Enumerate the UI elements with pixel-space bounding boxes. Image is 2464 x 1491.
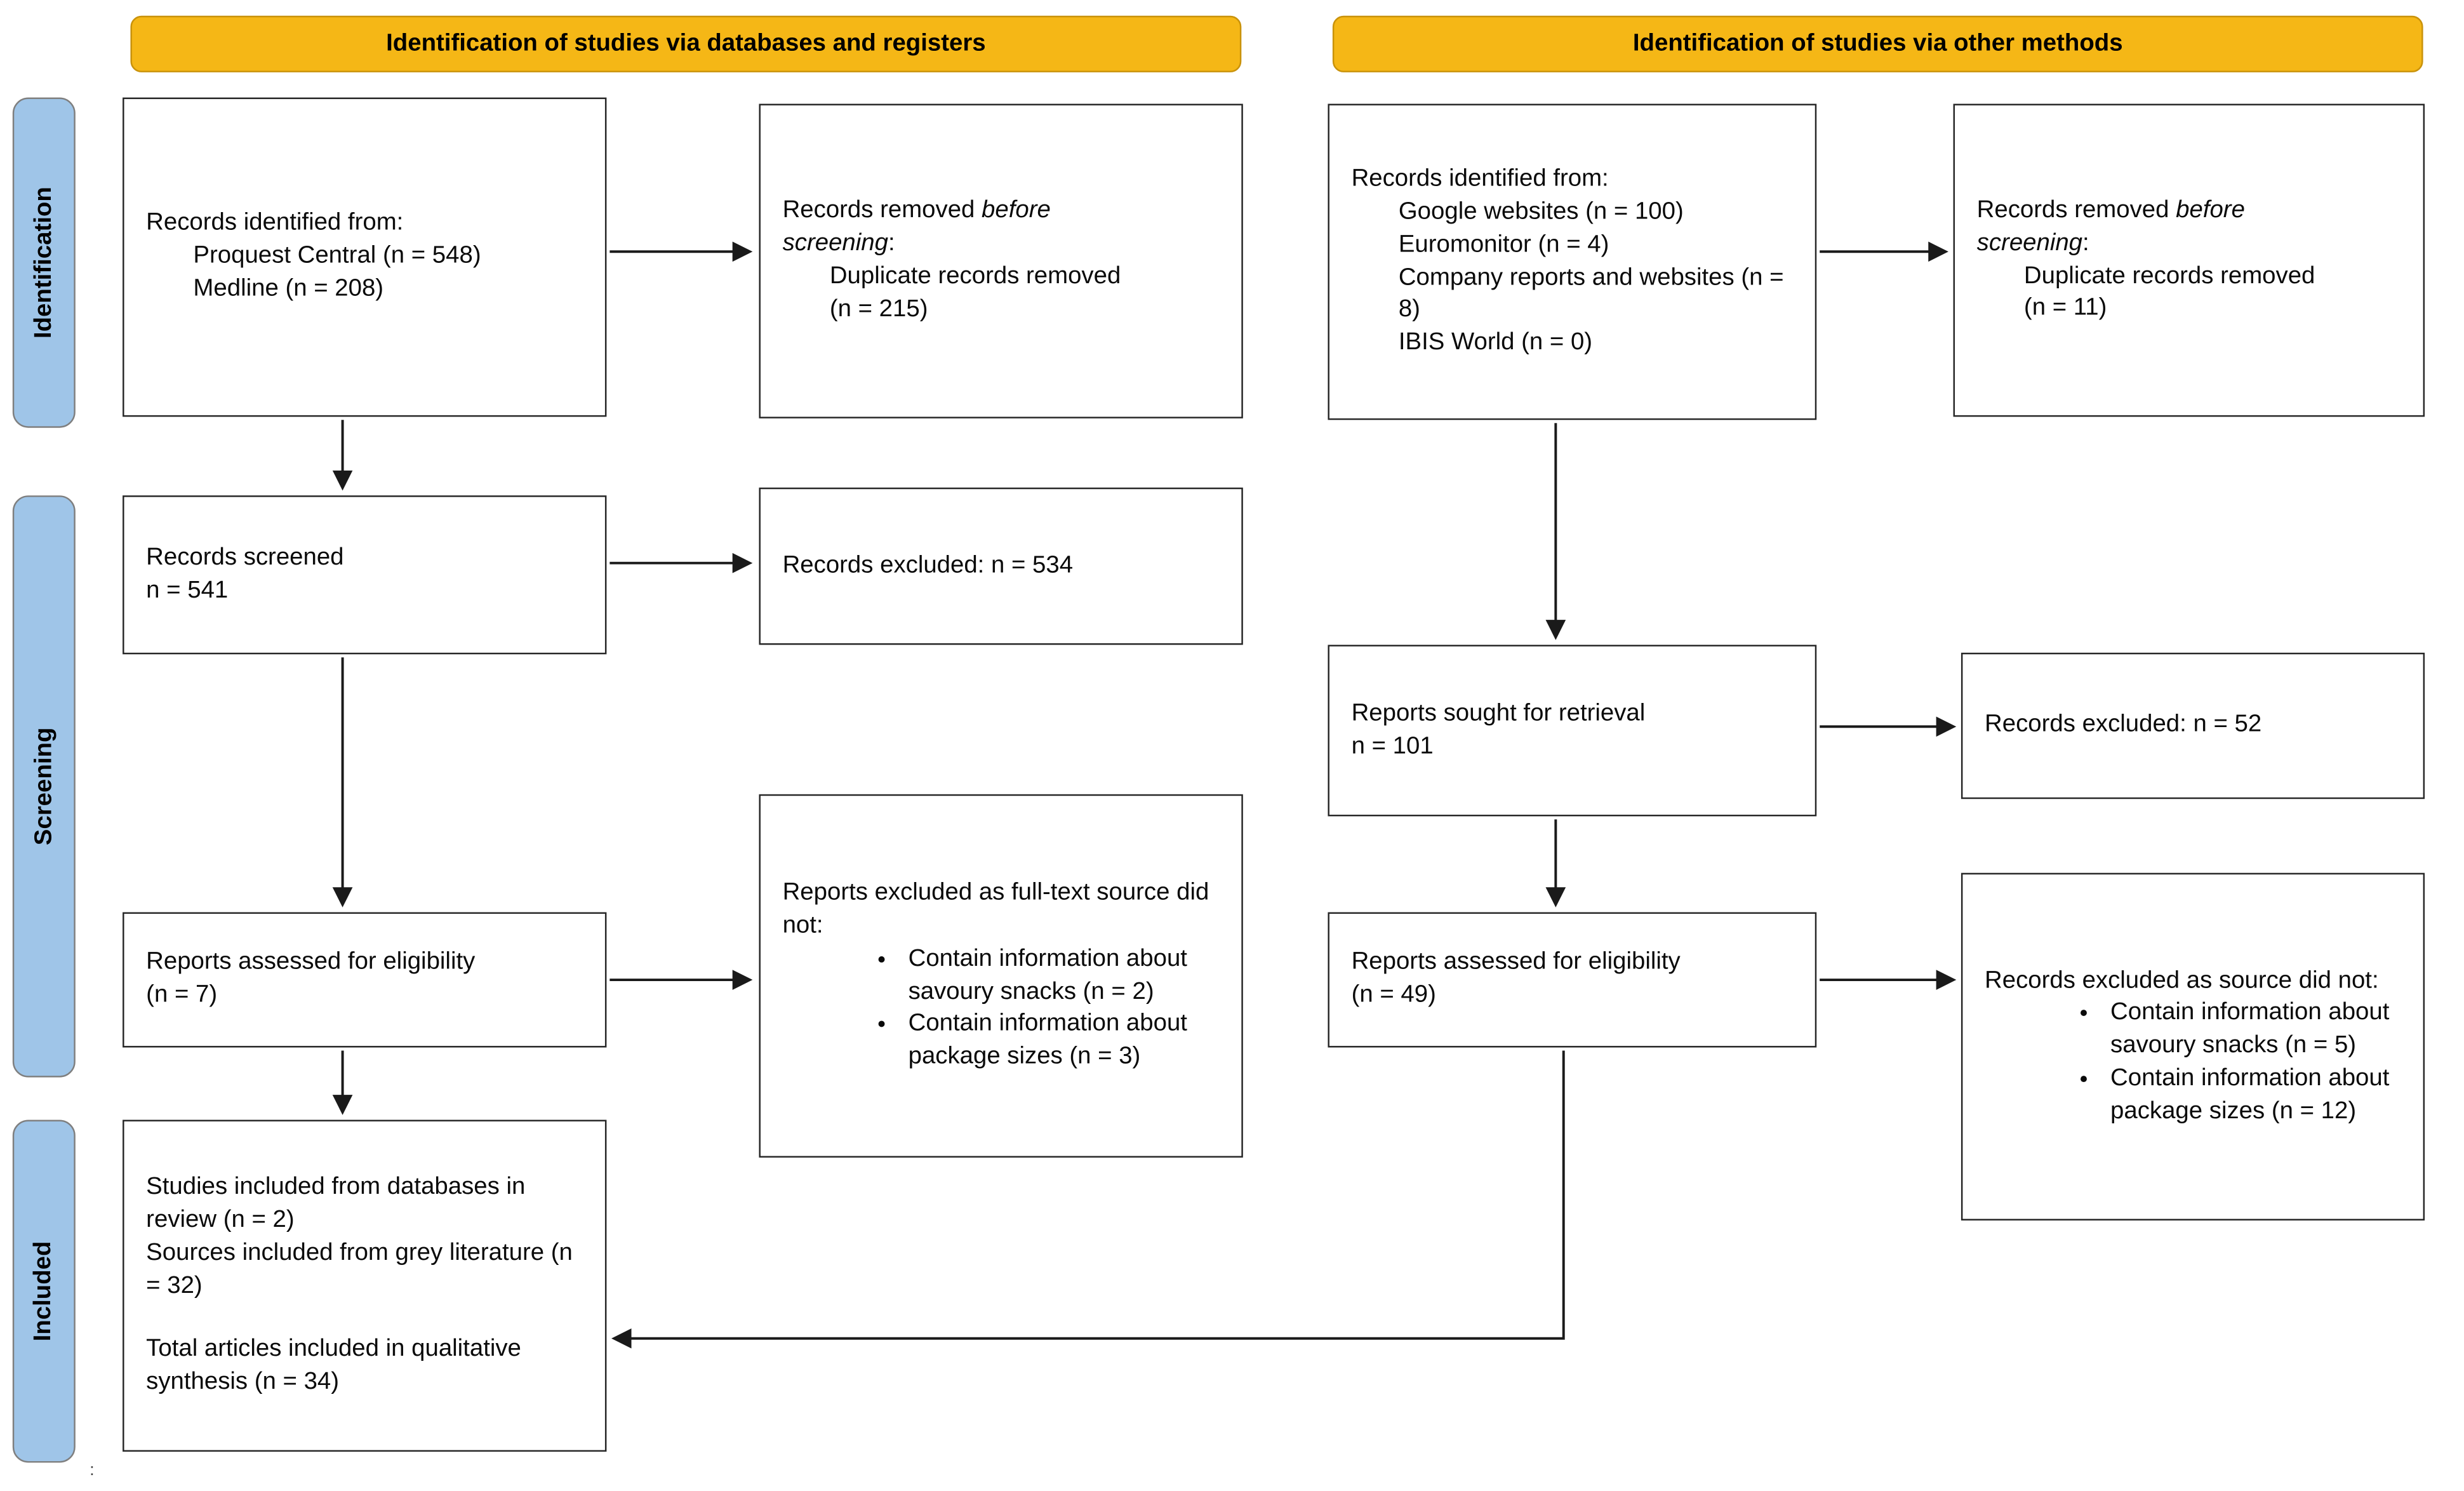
box-other-records-removed	[1954, 104, 2425, 417]
stage-included-label: Included	[30, 1241, 57, 1342]
records-identified-item: Proquest Central (n = 548)	[193, 242, 481, 269]
header-databases-registers	[130, 16, 1241, 72]
other-reports-assessed-count: (n = 49)	[1351, 981, 1436, 1008]
other-identified-item: Company reports and websites (n = 8)	[1398, 263, 1784, 323]
box-other-records-excluded	[1961, 653, 2425, 799]
reports-excluded-bullet: • Contain information about package sizes (n = 3)	[902, 1008, 1220, 1074]
other-removed-line	[1977, 227, 2089, 260]
header-other-label: Identification of studies via other methods	[1632, 30, 2123, 57]
box-source-excluded	[1961, 873, 2425, 1220]
other-removed-detail: (n = 11)	[2023, 294, 2107, 321]
other-removed-emphasis: before	[2176, 196, 2245, 224]
other-removed-line	[1977, 195, 2245, 227]
stage-included	[13, 1120, 76, 1462]
records-screened-line: Records screened	[146, 544, 344, 571]
box-studies-included	[123, 1120, 606, 1452]
other-records-excluded-text: Records excluded: n = 52	[1985, 711, 2262, 738]
other-removed-suffix: :	[2082, 229, 2089, 257]
stage-identification	[13, 98, 76, 428]
records-removed-suffix: :	[888, 230, 895, 257]
studies-included-para: Studies included from databases in review (n = 2)	[146, 1173, 526, 1233]
box-db-records-removed	[759, 104, 1242, 418]
box-records-screened	[123, 495, 606, 654]
source-excluded-title: Records excluded as source did not:	[1985, 966, 2379, 994]
reports-sought-line: Reports sought for retrieval	[1351, 699, 1646, 726]
reports-assessed-count: (n = 7)	[146, 981, 218, 1008]
records-removed-emphasis: before	[982, 197, 1051, 224]
records-removed-emphasis: screening	[782, 230, 888, 257]
stage-identification-label: Identification	[30, 187, 57, 339]
records-removed-line	[783, 196, 1051, 228]
records-removed-prefix: Records removed	[782, 197, 982, 224]
other-removed-prefix: Records removed	[1976, 196, 2176, 224]
stage-screening-label: Screening	[30, 727, 57, 846]
box-reports-sought	[1328, 645, 1816, 816]
records-removed-detail: (n = 215)	[829, 295, 928, 323]
records-removed-detail: Duplicate records removed	[829, 262, 1121, 290]
reports-assessed-line: Reports assessed for eligibility	[146, 949, 476, 976]
other-removed-emphasis: screening	[1976, 229, 2083, 257]
other-identified-item: Google websites (n = 100)	[1398, 197, 1684, 225]
other-reports-assessed-line: Reports assessed for eligibility	[1351, 949, 1681, 976]
records-removed-line	[783, 229, 895, 261]
source-excluded-bullet: • Contain information about savoury snacks (n = 5)	[2104, 998, 2401, 1063]
other-identified-item: Euromonitor (n = 4)	[1398, 231, 1609, 258]
records-identified-title: Records identified from:	[146, 210, 404, 237]
records-identified-item: Medline (n = 208)	[193, 275, 384, 302]
reports-excluded-list	[783, 943, 1220, 1074]
stage-screening	[13, 495, 76, 1077]
other-identified-title: Records identified from:	[1351, 165, 1609, 192]
studies-included-total: Total articles included in qualitative synthesis (n = 34)	[146, 1335, 521, 1395]
box-db-records-identified	[123, 98, 606, 417]
box-other-reports-assessed	[1328, 913, 1816, 1048]
records-screened-count: n = 541	[146, 576, 229, 603]
stray-mark: :	[90, 1461, 95, 1480]
header-other-methods	[1333, 16, 2423, 72]
source-excluded-bullet: • Contain information about package sizes (n = 12)	[2104, 1063, 2401, 1128]
box-reports-assessed	[123, 913, 606, 1048]
studies-included-para: Sources included from grey literature (n = 32)	[146, 1239, 573, 1299]
reports-sought-count: n = 101	[1351, 732, 1434, 759]
box-records-excluded	[759, 488, 1242, 645]
records-excluded-text: Records excluded: n = 534	[782, 551, 1074, 578]
other-removed-detail: Duplicate records removed	[2023, 262, 2315, 289]
source-excluded-list	[1985, 998, 2401, 1128]
header-databases-label: Identification of studies via databases and registers	[386, 30, 986, 57]
reports-excluded-title: Reports excluded as full-text source did not:	[782, 879, 1209, 939]
box-reports-excluded-fulltext	[759, 794, 1242, 1158]
other-identified-item: IBIS World (n = 0)	[1398, 328, 1593, 356]
box-other-records-identified	[1328, 104, 1816, 420]
reports-excluded-bullet: • Contain information about savoury snacks (n = 2)	[902, 943, 1220, 1008]
